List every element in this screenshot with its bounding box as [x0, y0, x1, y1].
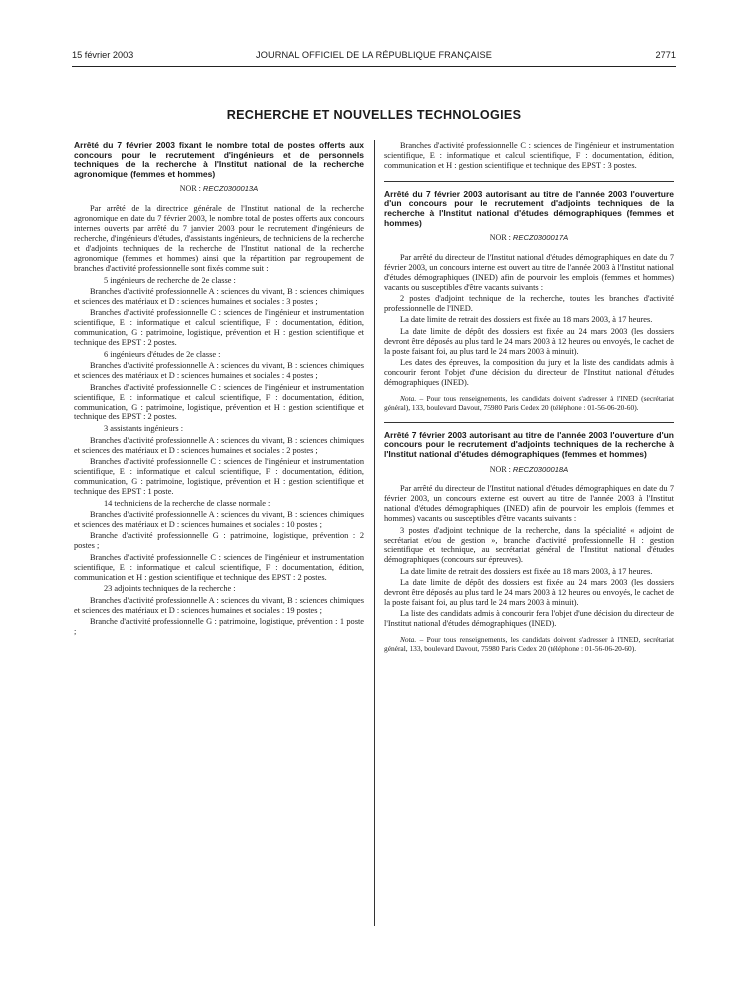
nota-label: Nota. — [400, 393, 417, 403]
nor-reference — [74, 184, 364, 194]
decree-paragraph: 3 postes d'adjoint technique de la recherche, dans la spécialité « adjoint de secrétariat et/ou de gestion », branche d'activité professionnelle H : gestion scientifique et technique, au secrétariat général de l'Institut national d'études démographiques (concours sur épreuves). — [384, 525, 674, 565]
journal-name: JOURNAL OFFICIEL DE LA RÉPUBLIQUE FRANÇAISE — [256, 50, 492, 60]
left-column — [74, 141, 364, 638]
nota-note — [384, 635, 674, 653]
issue-date: 15 février 2003 — [72, 50, 134, 60]
decree-paragraph: 2 postes d'adjoint technique de la recherche, toutes les branches d'activité professionnelle de l'INED. — [384, 294, 674, 314]
decree-paragraph: La date limite de dépôt des dossiers est fixée au 24 mars 2003 (les dossiers devront être déposés au plus tard le 24 mars 2003 à 12 heures ou envoyés, le cachet de la poste faisant foi, au plus tard le 24 mars 2003 à minuit). — [384, 326, 674, 356]
running-head — [72, 50, 676, 64]
decree-paragraph: La liste des candidats admis à concourir fera l'objet d'une décision du directeur de l'Institut national d'études démographiques (INED). — [384, 609, 674, 629]
nor-code: RECZ0300018A — [512, 464, 569, 474]
page-number: 2771 — [655, 50, 676, 60]
nota-text: – Pour tous renseignements, les candidats doivent s'adresser à l'INED, secrétariat général, 133, boulevard Davout, 75980 Paris Cedex 20 (téléphone : 01-56-06-20-60). — [384, 635, 674, 654]
decree-title: Arrêté du 7 février 2003 autorisant au titre de l'année 2003 l'ouverture d'un concours pour le recrutement d'adjoints techniques de la recherche à l'Institut national d'études démographiques (femmes et hommes) — [384, 188, 674, 228]
group-heading: 6 ingénieurs d'études de 2e classe : — [104, 349, 221, 359]
branch-paragraph: Branches d'activité professionnelle C : sciences de l'ingénieur et instrumentation scientifique, E : informatique et calcul scientifique, F : documentation, édition, communication, G : patrimoine, logistique, prévention et H : gestion scientifique et technique des EPST : 2 postes. — [74, 382, 364, 422]
group-heading: 14 techniciens de la recherche de classe normale : — [104, 498, 271, 508]
nor-code: RECZ0300017A — [512, 233, 569, 243]
section-title: RECHERCHE ET NOUVELLES TECHNOLOGIES — [226, 108, 522, 122]
branch-paragraph: Branches d'activité professionnelle A : sciences du vivant, B : sciences chimiques et sciences des matériaux et D : sciences humaines et sociales : 10 postes ; — [74, 510, 364, 529]
branch-paragraph: Branches d'activité professionnelle A : sciences du vivant, B : sciences chimiques et sciences des matériaux et D : sciences humaines et sociales : 2 postes ; — [74, 435, 364, 455]
branch-paragraph: Branche d'activité professionnelle G : patrimoine, logistique, prévention : 2 postes ; — [74, 531, 364, 551]
group-heading: 23 adjoints techniques de la recherche : — [104, 584, 236, 594]
right-column — [384, 141, 674, 653]
decree-paragraph: La date limite de dépôt des dossiers est fixée au 24 mars 2003 (les dossiers devront être déposés au plus tard le 24 mars 2003 à 12 heures ou envoyés, le cachet de la poste faisant foi, au plus tard le 24 mars 2003 à minuit). — [384, 578, 674, 607]
branch-paragraph: Branches d'activité professionnelle C : sciences de l'ingénieur et instrumentation scientifique, E : informatique et calcul scientifique, F : documentation, édition, communication et H : gestion scientifique et technique des EPST : 2 postes. — [74, 552, 364, 582]
decree-title: Arrêté du 7 février 2003 fixant le nombre total de postes offerts aux concours pour le recrutement d'ingénieurs et de personnels techniques de la recherche à l'Institut national de la recherche agronomique (femmes et hommes) — [74, 140, 364, 179]
nor-label: NOR : — [179, 184, 201, 194]
decree-paragraph: La date limite de retrait des dossiers est fixée au 18 mars 2003, à 17 heures. — [400, 315, 653, 325]
branch-paragraph: Branches d'activité professionnelle C : sciences de l'ingénieur et instrumentation scientifique, E : informatique et calcul scientifique, F : documentation, édition, communication, G : patrimoine, logistique, prévention et H : gestion scientifique et technique des EPST : 2 postes. — [74, 308, 364, 348]
decree-paragraph: Par arrêté du directeur de l'Institut national d'études démographiques en date du 7 février 2003, un concours interne est ouvert au titre de l'année 2003 à l'Institut national d'études démographiques (INED) afin de pourvoir les emplois (femmes et hommes) vacants ou susceptibles d'être vacants suivants : — [384, 253, 674, 292]
branch-paragraph: Branches d'activité professionnelle A : sciences du vivant, B : sciences chimiques et sciences des matériaux et D : sciences humaines et sociales : 4 postes ; — [74, 361, 364, 381]
nor-label: NOR : — [489, 233, 511, 243]
decree-paragraph: La date limite de retrait des dossiers est fixée au 18 mars 2003, à 17 heures. — [400, 566, 653, 576]
branch-paragraph: Branches d'activité professionnelle C : sciences de l'ingénieur et instrumentation scientifique, E : informatique et calcul scientifique, F : documentation, édition, communication, G : patrimoine, logistique, prévention et H : gestion scientifique et technique des EPST : 1 poste. — [74, 457, 364, 496]
decree-paragraph: Les dates des épreuves, la composition du jury et la liste des candidats admis à concourir feront l'objet d'une décision du directeur de l'Institut national d'études démographiques (INED). — [384, 358, 674, 387]
decree-separator — [384, 422, 674, 423]
decree-separator — [384, 181, 674, 182]
nota-text: – Pour tous renseignements, les candidats doivent s'adresser à l'INED (secrétariat général), 133, boulevard Davout, 75980 Paris Cedex 20 (téléphone : 01-56-06-20-60). — [384, 393, 674, 412]
nor-label: NOR : — [489, 464, 511, 474]
nota-note — [384, 394, 674, 412]
decree-paragraph: Par arrêté du directeur de l'Institut national d'études démographiques en date du 7 février 2003, un concours externe est ouvert au titre de l'année 2003 à l'Institut national d'études démographiques (INED) afin de pourvoir les emplois (femmes et hommes) vacants ou susceptibles d'être vacants suivants : — [384, 484, 674, 524]
branch-paragraph: Branches d'activité professionnelle A : sciences du vivant, B : sciences chimiques et sciences des matériaux et D : sciences humaines et sociales : 19 postes ; — [74, 595, 364, 615]
nor-reference — [384, 465, 674, 475]
group-heading: 3 assistants ingénieurs : — [104, 424, 184, 434]
branch-paragraph: Branche d'activité professionnelle G : patrimoine, logistique, prévention : 1 poste ; — [74, 617, 364, 637]
header-rule — [72, 66, 676, 67]
branch-paragraph-continued: Branches d'activité professionnelle C : sciences de l'ingénieur et instrumentation scientifique, E : informatique et calcul scientifique, F : documentation, édition, communication et H : gestion scientifique et technique des EPST : 3 postes. — [384, 141, 674, 170]
group-heading: 5 ingénieurs de recherche de 2e classe : — [104, 275, 236, 285]
column-divider — [374, 140, 375, 926]
nota-label: Nota. — [400, 635, 417, 645]
branch-paragraph: Branches d'activité professionnelle A : sciences du vivant, B : sciences chimiques et sciences des matériaux et D : sciences humaines et sociales : 3 postes ; — [74, 287, 364, 306]
nor-code: RECZ0300013A — [202, 184, 259, 194]
decree-title: Arrêté 7 février 2003 autorisant au titre de l'année 2003 l'ouverture d'un concours pour le recrutement d'adjoints techniques de la recherche à l'Institut national d'études démographiques (femmes et hommes) — [384, 429, 674, 459]
nor-reference — [384, 233, 674, 243]
decree-intro: Par arrêté de la directrice générale de l'Institut national de la recherche agronomique en date du 7 février 2003, le nombre total de postes offerts aux concours internes ouverts par arrêté du 7 janvier 2003 pour le recrutement d'ingénieurs de recherche, d'ingénieurs d'études, d'assistants ingénieurs, de techniciens de la recherche et d'adjoints techniques de la recherche de l'Institut national de la recherche agronomique (femmes et hommes) ainsi que la répartition par regroupement de branches d'activité professionnelle sont fixés comme suit : — [74, 204, 364, 273]
